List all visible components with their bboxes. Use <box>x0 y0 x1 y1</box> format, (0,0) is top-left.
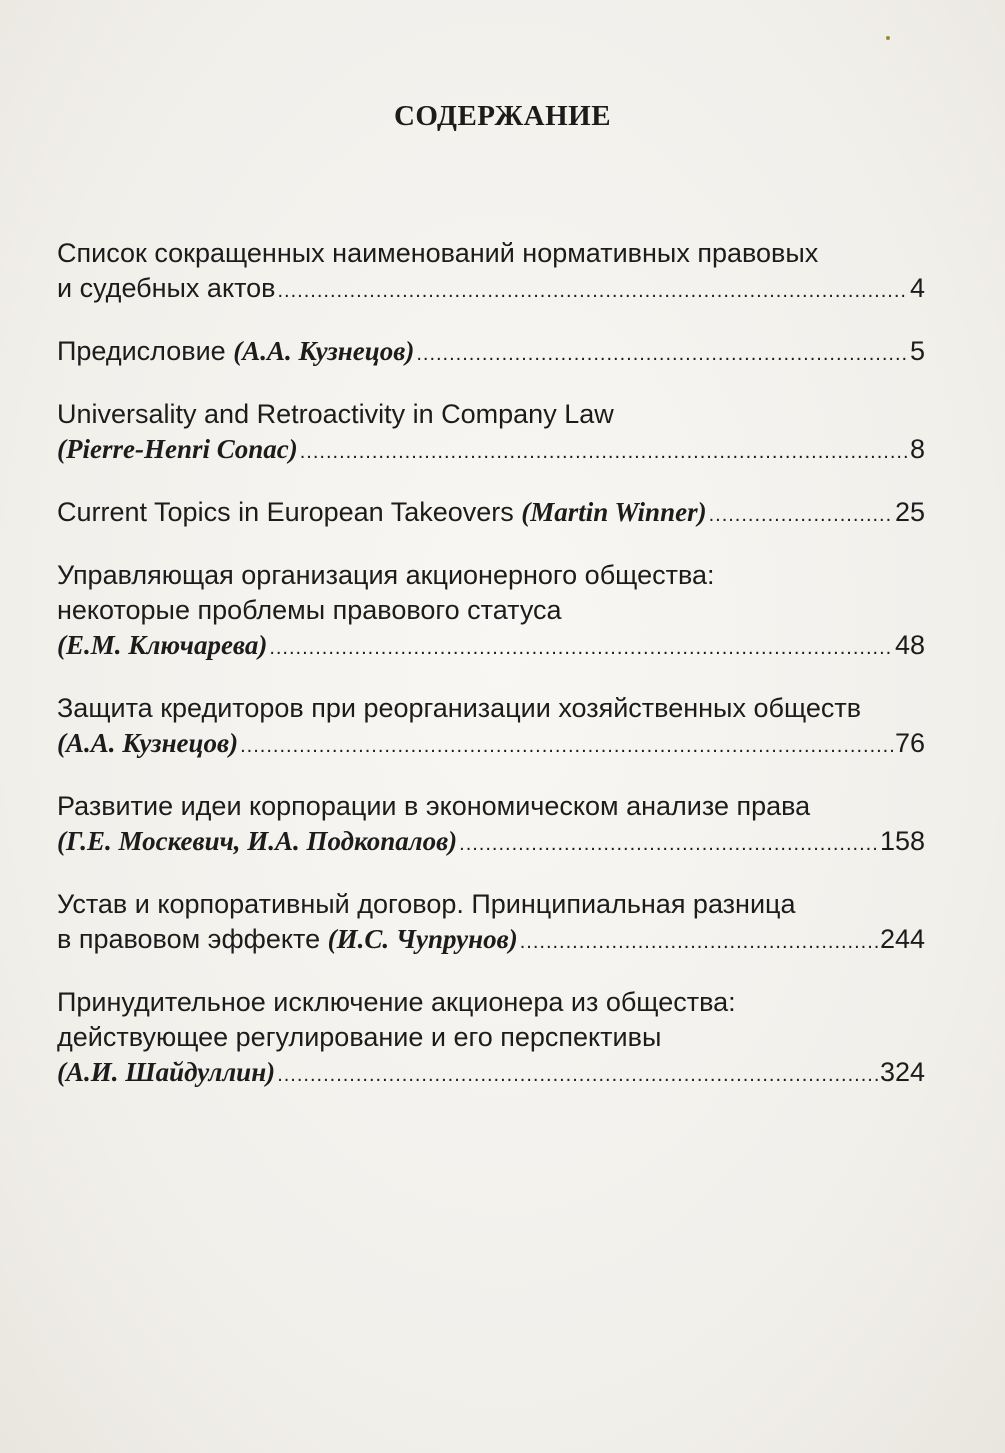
toc-entry <box>57 397 925 470</box>
dot-leader <box>240 729 893 764</box>
dot-leader <box>709 498 893 533</box>
toc-entry-title-line: Universality and Retroactivity in Company Law <box>57 399 614 429</box>
toc-entry <box>57 334 925 372</box>
toc-entry-page-number: 324 <box>879 1057 925 1087</box>
page-title: СОДЕРЖАНИЕ <box>393 100 612 132</box>
toc-entry <box>57 789 925 862</box>
toc-entry-page-number: 25 <box>894 497 925 527</box>
toc-entry-title-line: Список сокращенных наименований нормативных правовых <box>57 238 819 268</box>
toc-entry-author: (Pierre-Henri Conac) <box>57 434 298 464</box>
toc-entry-title-text: Current Topics in European Takeovers <box>57 497 522 527</box>
toc-entry-leader-line <box>57 334 925 372</box>
dot-leader <box>278 274 908 309</box>
toc-entry-title-text: в правовом эффекте <box>57 924 328 954</box>
dot-leader <box>459 827 878 862</box>
toc-entry-author: (И.С. Чупрунов) <box>327 924 518 954</box>
toc-entry-page-number: 4 <box>909 273 925 303</box>
toc-entry-title-line: действующее регулирование и его перспективы <box>57 1022 662 1052</box>
toc-entry-leader-line <box>57 432 925 470</box>
toc-entry <box>57 495 925 533</box>
toc-entry-page-number: 76 <box>894 728 925 758</box>
dot-leader <box>269 631 893 666</box>
toc-entry-leader-line <box>57 495 925 533</box>
toc-entry-author: (А.И. Шайдуллин) <box>57 1057 276 1087</box>
toc-entry-title-line: Принудительное исключение акционера из общества: <box>57 987 736 1017</box>
toc-entry-title-line: Управляющая организация акционерного общества: <box>57 560 715 590</box>
toc-entry-leader-line <box>57 271 925 309</box>
dot-leader <box>416 337 908 372</box>
toc-entry-page-number: 244 <box>879 924 925 954</box>
dot-leader <box>300 435 908 470</box>
dot-leader <box>520 925 878 960</box>
toc-entry-author: (А.А. Кузнецов) <box>233 336 415 366</box>
toc-entry-page-number: 5 <box>909 336 925 366</box>
dot-leader <box>277 1058 878 1093</box>
toc-entry-leader-line <box>57 824 925 862</box>
toc-entry <box>57 985 925 1093</box>
table-of-contents <box>57 236 925 1118</box>
toc-entry-leader-line <box>57 922 925 960</box>
toc-entry-page-number: 48 <box>894 630 925 660</box>
toc-entry-leader-line <box>57 628 925 666</box>
toc-entry-leader-line <box>57 726 925 764</box>
toc-entry-author: (Martin Winner) <box>521 497 707 527</box>
toc-entry-page-number: 8 <box>909 434 925 464</box>
toc-entry <box>57 558 925 666</box>
toc-entry-author: (Е.М. Ключарева) <box>57 630 268 660</box>
toc-entry-title-line: Развитие идеи корпорации в экономическом анализе права <box>57 791 811 821</box>
toc-entry-page-number: 158 <box>879 826 925 856</box>
toc-entry-title-line: Защита кредиторов при реорганизации хозяйственных обществ <box>57 693 862 723</box>
toc-entry <box>57 236 925 309</box>
toc-entry <box>57 691 925 764</box>
toc-entry-author: (Г.Е. Москевич, И.А. Подкопалов) <box>57 826 458 856</box>
toc-entry-author: (А.А. Кузнецов) <box>57 728 239 758</box>
toc-entry-title-text: Предисловие <box>57 336 234 366</box>
ink-speck <box>886 36 890 40</box>
toc-entry-leader-line <box>57 1055 925 1093</box>
toc-entry-title-line: Устав и корпоративный договор. Принципиальная разница <box>57 889 796 919</box>
toc-entry <box>57 887 925 960</box>
toc-entry-title-line: некоторые проблемы правового статуса <box>57 595 562 625</box>
toc-entry-title-text: и судебных актов <box>57 273 276 303</box>
